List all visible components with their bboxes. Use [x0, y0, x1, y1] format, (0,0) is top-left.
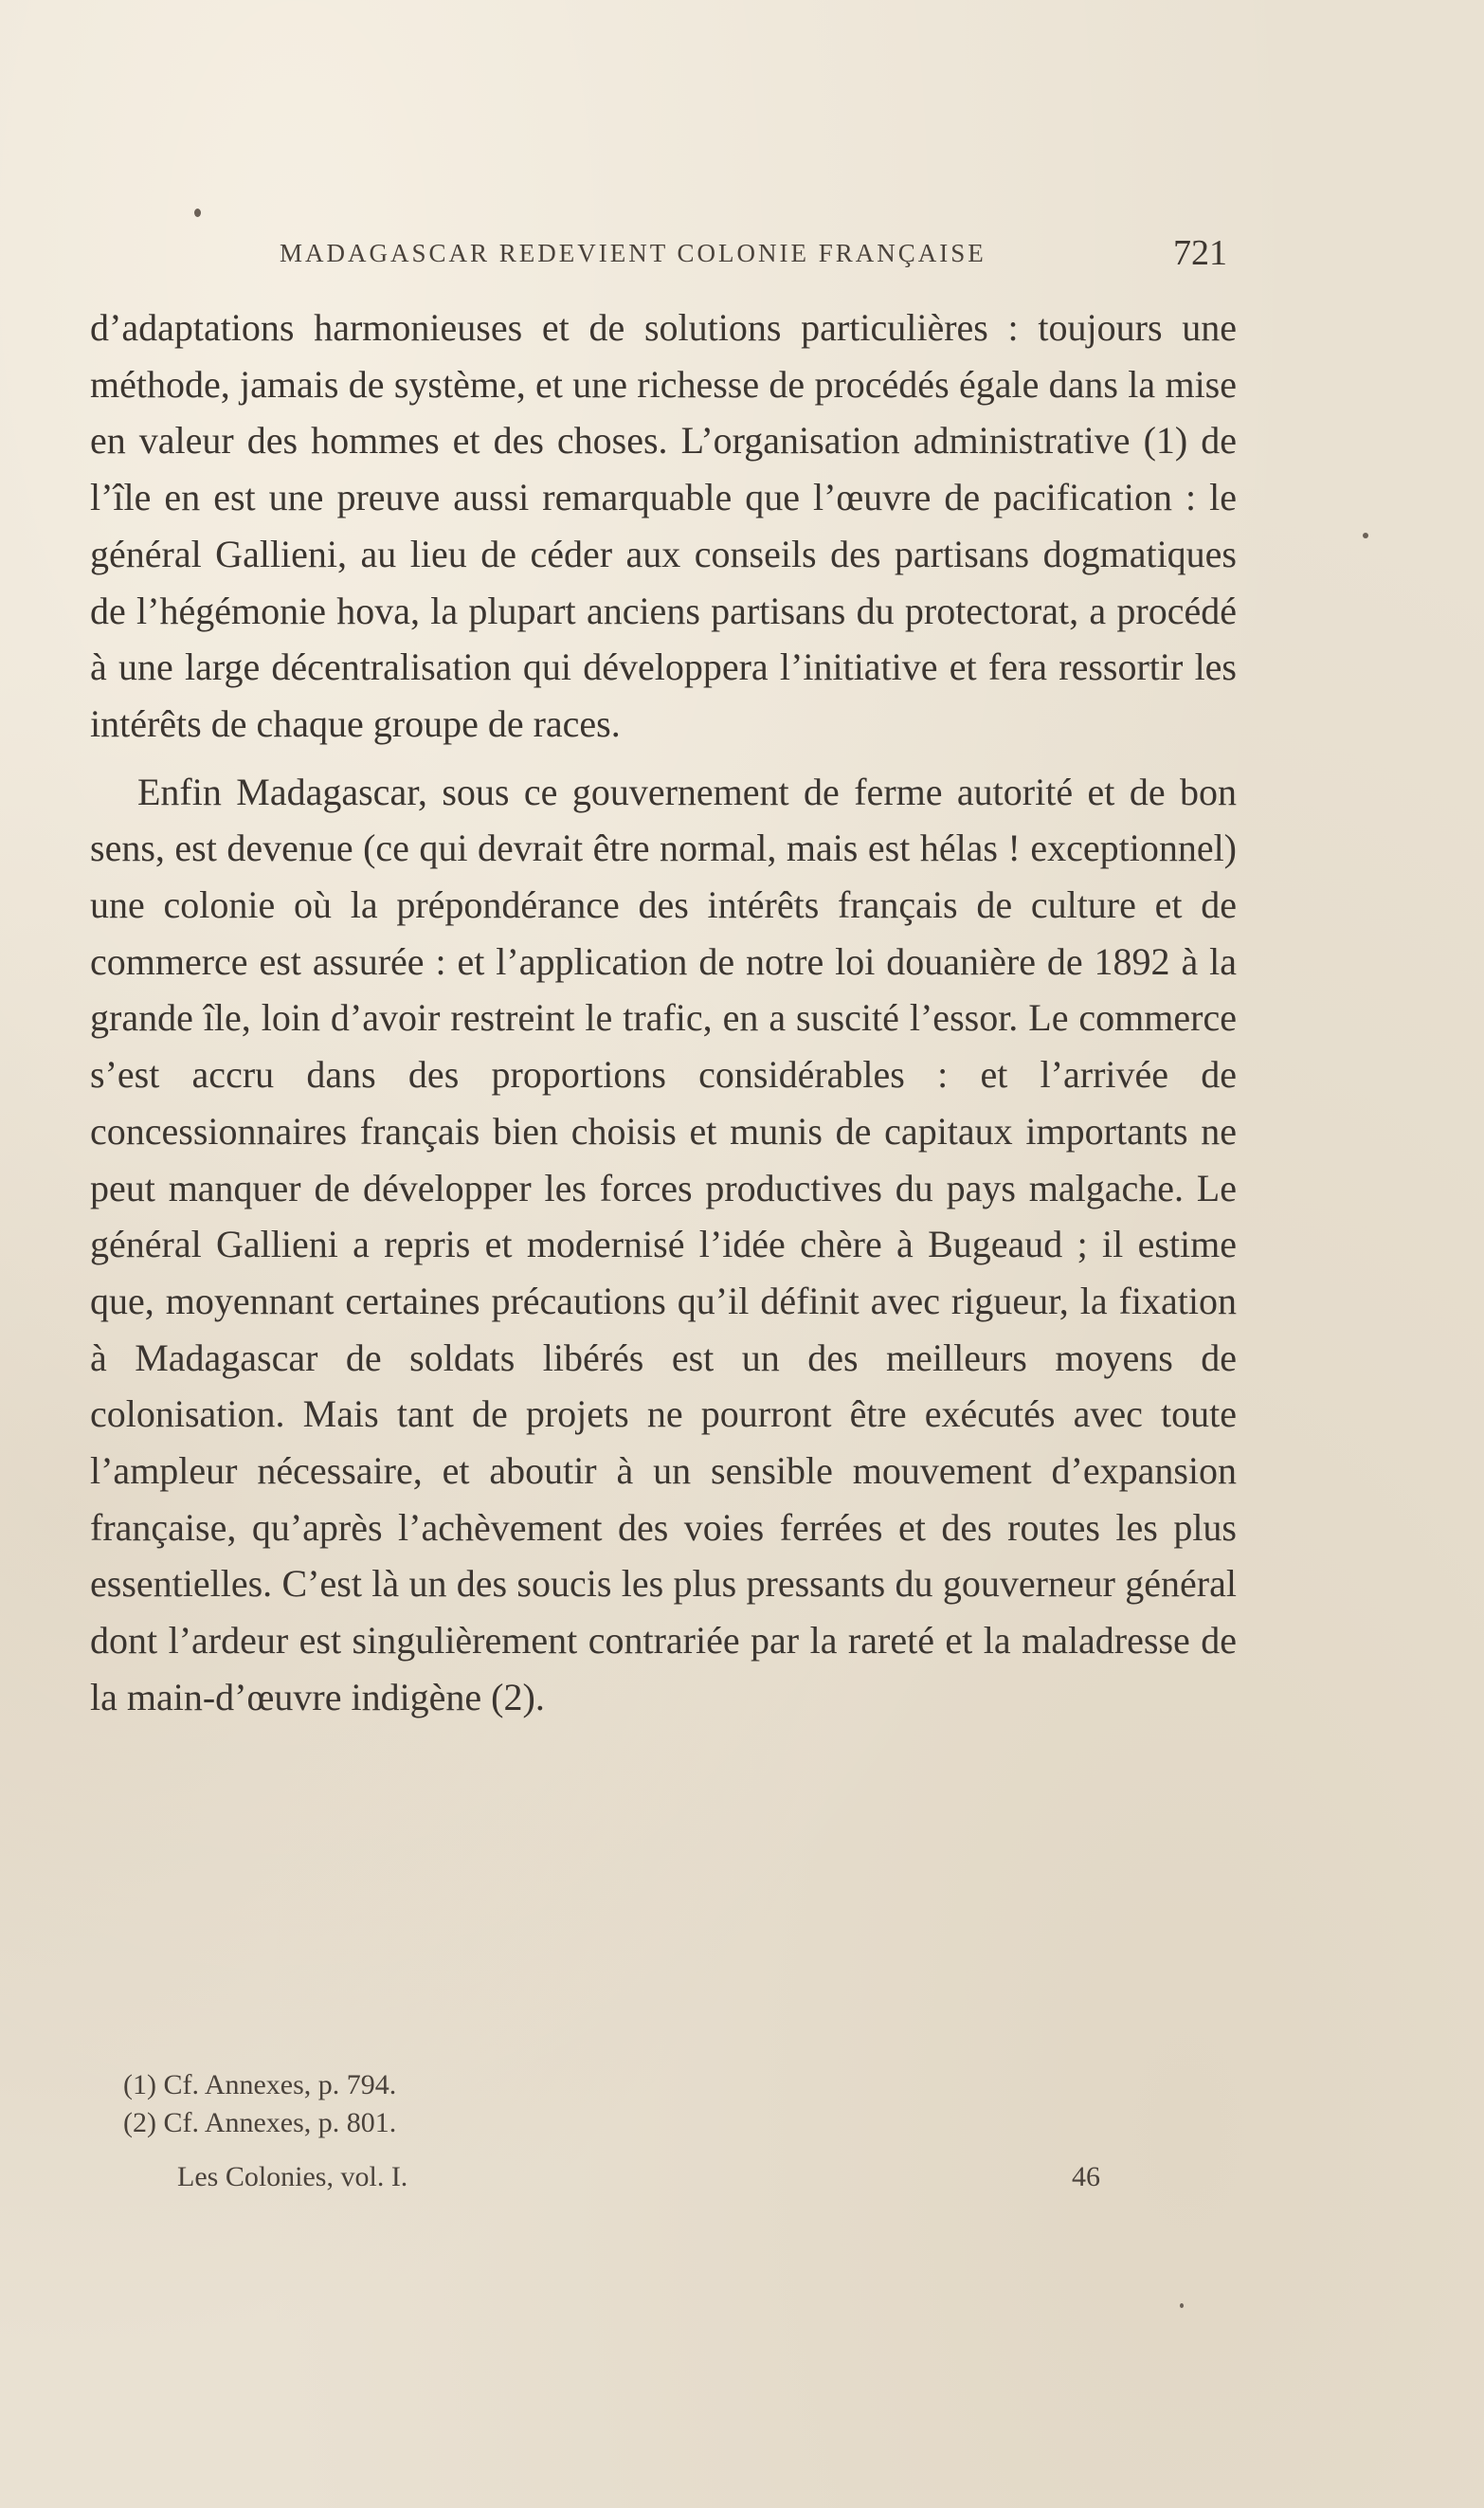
paragraph: d’adaptations harmonieuses et de solutions particulières : toujours une méthode, jamais de système, et une richesse de procédés égale dans la mise en valeur des hommes et des choses. L’organisation administrative (1) de l’île en est une preuve aussi remarquable que l’œuvre de pacification : le général Gallieni, au lieu de céder aux conseils des partisans dogmatiques de l’hégémonie hova, la plupart anciens partisans du protectorat, a procédé à une large décentralisation qui développera l’initiative et fera ressortir les intérêts de chaque groupe de races. — [90, 306, 1237, 745]
footnotes — [123, 2066, 787, 2142]
page-number: 721 — [1173, 233, 1227, 273]
body-text — [90, 300, 1237, 1726]
footnote: (1) Cf. Annexes, p. 794. — [123, 2069, 397, 2100]
paper-speck — [194, 209, 201, 217]
footer-volume-title: Les Colonies, vol. I. — [177, 2161, 408, 2192]
running-head-title: MADAGASCAR REDEVIENT COLONIE FRANÇAISE — [280, 239, 986, 267]
paragraph: Enfin Madagascar, sous ce gouvernement de ferme autorité et de bon sens, est devenue (ce qui devrait être normal, mais est hélas ! exceptionnel) une colonie où la prépondérance des intérêts français de culture et de commerce est assurée : et l’application de notre loi douanière de 1892 à la grande île, loin d’avoir restreint le trafic, en a suscité l’essor. Le commerce s’est accru dans des proportions considérables : et l’arrivée de concessionnaires français bien choisis et munis de capitaux importants ne peut manquer de développer les forces productives du pays malgache. Le général Gallieni a repris et modernisé l’idée chère à Bugeaud ; il estime que, moyennant certaines précautions qu’il définit avec rigueur, la fixation à Madagascar de soldats libérés est un des meilleurs moyens de colonisation. Mais tant de projets ne pourront être exécutés avec toute l’ampleur nécessaire, et aboutir à un sensible mouvement d’expansion française, qu’après l’achèvement des voies ferrées et des routes les plus essentielles. C’est là un des soucis les plus pressants du gouverneur général dont l’ardeur est singulièrement contrariée par la rareté et la maladresse de la main-d’œuvre indigène (2). — [90, 770, 1237, 1718]
footnote: (2) Cf. Annexes, p. 801. — [123, 2107, 397, 2138]
paper-speck — [1180, 2303, 1184, 2308]
signature-number: 46 — [1072, 2161, 1100, 2192]
paper-speck — [1363, 533, 1368, 538]
